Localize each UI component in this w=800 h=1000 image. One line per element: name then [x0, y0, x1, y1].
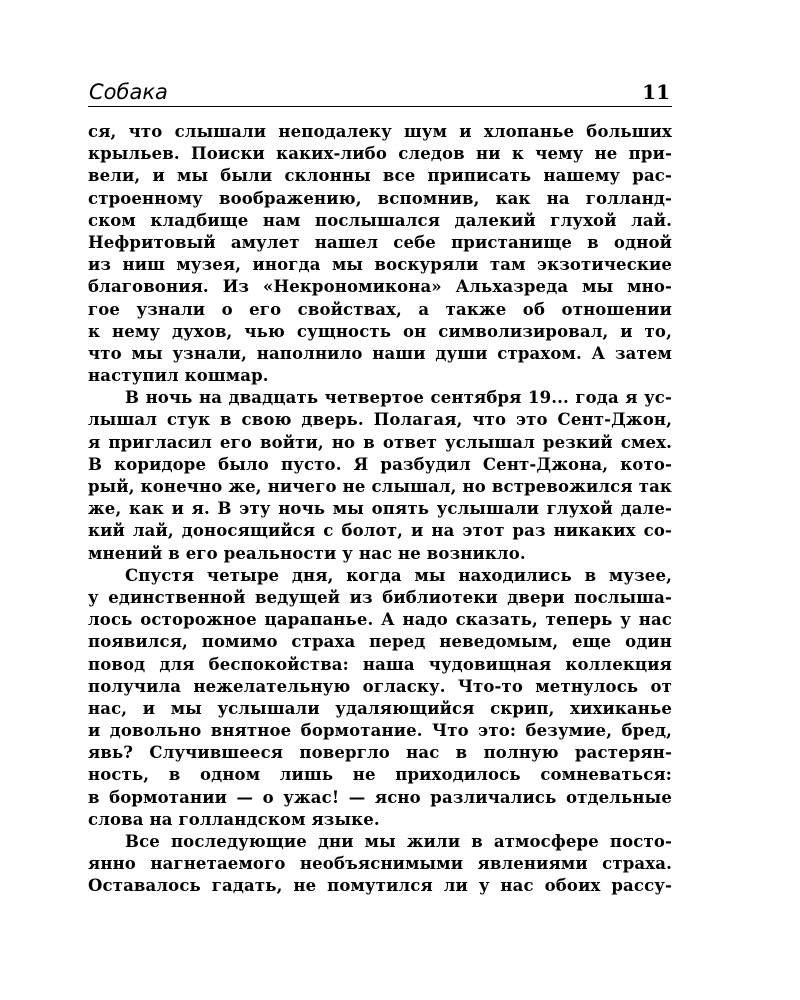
text-line: что мы узнали, наполнило наши души страхом. А затем	[88, 343, 672, 363]
text-line: я пригласил его войти, но в ответ услышал резкий смех.	[88, 432, 672, 452]
text-line: Нефритовый амулет нашел себе пристанище в одной	[88, 232, 672, 252]
text-line: гое узнали о его свойствах, а также об отношении	[88, 299, 672, 319]
text-line: в бормотании — о ужас! — ясно различались отдельные	[88, 787, 672, 807]
text-line: явь? Случившееся повергло нас в полную растерян-	[88, 743, 672, 763]
text-line: же, как и я. В эту ночь мы опять услышали глухой дале-	[88, 499, 672, 519]
text-line: ском кладбище нам послышался далекий глухой лай.	[88, 210, 672, 230]
body-text	[88, 121, 672, 898]
text-line: крыльев. Поиски каких-либо следов ни к чему не при-	[88, 144, 672, 164]
text-line: получила нежелательную огласку. Что-то метнулось от	[88, 676, 672, 696]
text-line: янно нагнетаемого необъяснимыми явлениями страха.	[88, 854, 672, 874]
text-line: Все последующие дни мы жили в атмосфере посто-	[125, 832, 672, 851]
text-line: к нему духов, чью сущность он символизировал, и то,	[88, 321, 672, 341]
text-line: В ночь на двадцать четвертое сентября 19... года я ус-	[125, 388, 672, 408]
text-line: рый, конечно же, ничего не слышал, но встревожился так	[88, 477, 672, 496]
text-line: вели, и мы были склонны все приписать нашему рас-	[88, 166, 672, 186]
text-line: благовония. Из «Некрономикона» Альхазреда мы мно-	[88, 277, 672, 297]
page-number: 11	[642, 80, 670, 104]
text-line: кий лай, доносящийся с болот, и на этот раз никаких со-	[88, 521, 672, 541]
running-header	[88, 78, 672, 107]
text-line: лышал стук в свою дверь. Полагая, что это Сент-Джон,	[88, 410, 672, 430]
running-title: Собака	[89, 80, 168, 104]
text-line: лось осторожное царапанье. А надо сказать, теперь у нас	[88, 610, 672, 630]
text-line: мнений в его реальности у нас не возникло.	[88, 543, 526, 563]
text-line: Оставалось гадать, не помутился ли у нас обоих рассу-	[88, 876, 672, 896]
text-line: слова на голландском языке.	[88, 809, 380, 829]
text-line: ность, в одном лишь не приходилось сомневаться:	[88, 765, 672, 785]
text-line: наступил кошмар.	[88, 366, 269, 386]
text-line: из ниш музея, иногда мы воскуряли там экзотические	[88, 255, 672, 275]
text-line: ся, что слышали неподалеку шум и хлопанье больших	[88, 122, 672, 141]
book-page	[88, 78, 672, 898]
text-line: строенному воображению, вспомнив, как на голланд-	[88, 188, 672, 208]
text-line: у единственной ведущей из библиотеки двери послыша-	[88, 587, 672, 607]
text-line: появился, помимо страха перед неведомым, еще один	[88, 632, 672, 652]
text-line: нас, и мы услышали удаляющийся скрип, хихиканье	[88, 698, 672, 718]
text-line: В коридоре было пусто. Я разбудил Сент-Джона, кото-	[88, 454, 672, 474]
text-line: повод для беспокойства: наша чудовищная коллекция	[88, 654, 672, 674]
text-line: и довольно внятное бормотание. Что это: безумие, бред,	[88, 721, 672, 741]
text-line: Спустя четыре дня, когда мы находились в музее,	[125, 565, 672, 585]
